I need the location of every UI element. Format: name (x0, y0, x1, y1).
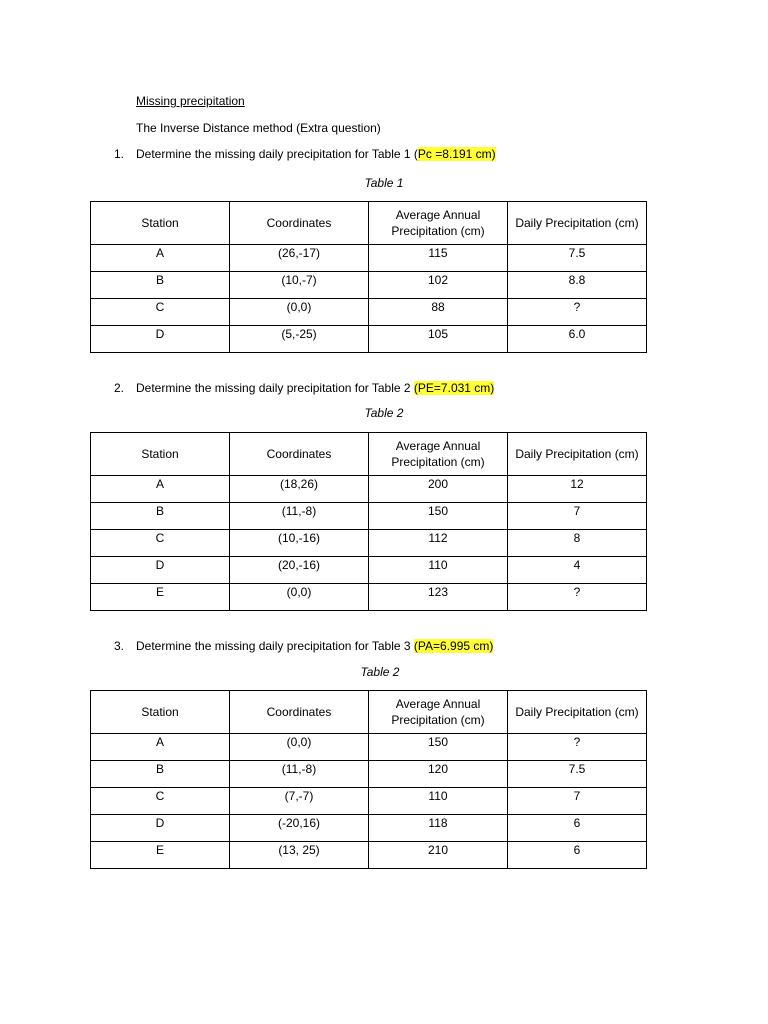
cell-station: B (91, 503, 230, 530)
cell-avg-annual-precip: 88 (369, 299, 508, 326)
cell-coordinates: (26,-17) (230, 245, 369, 272)
question-3 (114, 639, 493, 653)
question-number: 3. (114, 639, 125, 653)
cell-daily-precip: ? (508, 584, 647, 611)
precipitation-table-1 (90, 201, 647, 353)
cell-avg-annual-precip: 200 (369, 476, 508, 503)
header-daily-precip: Daily Precipitation (cm) (508, 202, 647, 245)
intro-text: The Inverse Distance method (Extra question) (136, 121, 381, 135)
answer-highlight: Pc =8.191 cm) (417, 147, 496, 161)
table-row (91, 584, 647, 611)
header-coordinates: Coordinates (230, 202, 369, 245)
cell-avg-annual-precip: 150 (369, 734, 508, 761)
table-row (91, 530, 647, 557)
question-number: 2. (114, 381, 125, 395)
cell-coordinates: (10,-7) (230, 272, 369, 299)
question-2 (114, 381, 494, 395)
cell-avg-annual-precip: 120 (369, 761, 508, 788)
table-header-row (91, 691, 647, 734)
table-row (91, 326, 647, 353)
cell-coordinates: (10,-16) (230, 530, 369, 557)
table-row (91, 299, 647, 326)
precipitation-table-2 (90, 432, 647, 611)
table-caption: Table 1 (364, 176, 404, 190)
header-avg-annual-precip: Average Annual Precipitation (cm) (369, 202, 508, 245)
table-row (91, 842, 647, 869)
question-number: 1. (114, 147, 125, 161)
header-daily-precip: Daily Precipitation (cm) (508, 433, 647, 476)
cell-daily-precip: ? (508, 299, 647, 326)
cell-station: C (91, 788, 230, 815)
cell-daily-precip: 4 (508, 557, 647, 584)
cell-avg-annual-precip: 150 (369, 503, 508, 530)
cell-daily-precip: 8.8 (508, 272, 647, 299)
table-row (91, 557, 647, 584)
cell-daily-precip: 12 (508, 476, 647, 503)
question-text: Determine the missing daily precipitation for Table 1 ( (136, 147, 418, 161)
table-row (91, 245, 647, 272)
table-caption: Table 2 (364, 406, 404, 420)
table-header-row (91, 202, 647, 245)
header-avg-annual-precip: Average Annual Precipitation (cm) (369, 691, 508, 734)
cell-coordinates: (5,-25) (230, 326, 369, 353)
cell-avg-annual-precip: 112 (369, 530, 508, 557)
question-1 (114, 147, 496, 161)
cell-coordinates: (11,-8) (230, 761, 369, 788)
cell-station: D (91, 557, 230, 584)
table-row (91, 761, 647, 788)
table-caption: Table 2 (360, 665, 400, 679)
header-coordinates: Coordinates (230, 433, 369, 476)
cell-daily-precip: 7 (508, 503, 647, 530)
cell-station: E (91, 842, 230, 869)
table-row (91, 734, 647, 761)
cell-daily-precip: 6 (508, 815, 647, 842)
precipitation-table-3 (90, 690, 647, 869)
cell-station: E (91, 584, 230, 611)
cell-daily-precip: 7.5 (508, 761, 647, 788)
cell-coordinates: (13, 25) (230, 842, 369, 869)
cell-station: A (91, 245, 230, 272)
table-header-row (91, 433, 647, 476)
cell-daily-precip: 7.5 (508, 245, 647, 272)
table-row (91, 272, 647, 299)
cell-coordinates: (11,-8) (230, 503, 369, 530)
cell-daily-precip: 7 (508, 788, 647, 815)
cell-daily-precip: 6 (508, 842, 647, 869)
cell-daily-precip: 8 (508, 530, 647, 557)
cell-avg-annual-precip: 115 (369, 245, 508, 272)
cell-coordinates: (-20,16) (230, 815, 369, 842)
cell-coordinates: (20,-16) (230, 557, 369, 584)
header-station: Station (91, 433, 230, 476)
cell-coordinates: (18,26) (230, 476, 369, 503)
table-row (91, 815, 647, 842)
cell-avg-annual-precip: 102 (369, 272, 508, 299)
section-heading: Missing precipitation (136, 94, 245, 108)
cell-station: A (91, 476, 230, 503)
cell-coordinates: (0,0) (230, 734, 369, 761)
header-daily-precip: Daily Precipitation (cm) (508, 691, 647, 734)
cell-coordinates: (7,-7) (230, 788, 369, 815)
question-text: Determine the missing daily precipitation for Table 3 (136, 639, 414, 653)
cell-avg-annual-precip: 105 (369, 326, 508, 353)
cell-station: D (91, 815, 230, 842)
table-row (91, 476, 647, 503)
table-row (91, 788, 647, 815)
answer-highlight: (PE=7.031 cm) (413, 381, 495, 395)
cell-avg-annual-precip: 110 (369, 788, 508, 815)
cell-avg-annual-precip: 118 (369, 815, 508, 842)
answer-highlight: (PA=6.995 cm) (413, 639, 494, 653)
header-station: Station (91, 691, 230, 734)
cell-station: B (91, 272, 230, 299)
cell-daily-precip: 6.0 (508, 326, 647, 353)
cell-station: D (91, 326, 230, 353)
cell-station: A (91, 734, 230, 761)
header-avg-annual-precip: Average Annual Precipitation (cm) (369, 433, 508, 476)
cell-daily-precip: ? (508, 734, 647, 761)
cell-coordinates: (0,0) (230, 299, 369, 326)
header-coordinates: Coordinates (230, 691, 369, 734)
cell-station: B (91, 761, 230, 788)
cell-avg-annual-precip: 110 (369, 557, 508, 584)
header-station: Station (91, 202, 230, 245)
cell-avg-annual-precip: 123 (369, 584, 508, 611)
cell-avg-annual-precip: 210 (369, 842, 508, 869)
cell-station: C (91, 299, 230, 326)
question-text: Determine the missing daily precipitation for Table 2 (136, 381, 414, 395)
cell-coordinates: (0,0) (230, 584, 369, 611)
cell-station: C (91, 530, 230, 557)
table-row (91, 503, 647, 530)
